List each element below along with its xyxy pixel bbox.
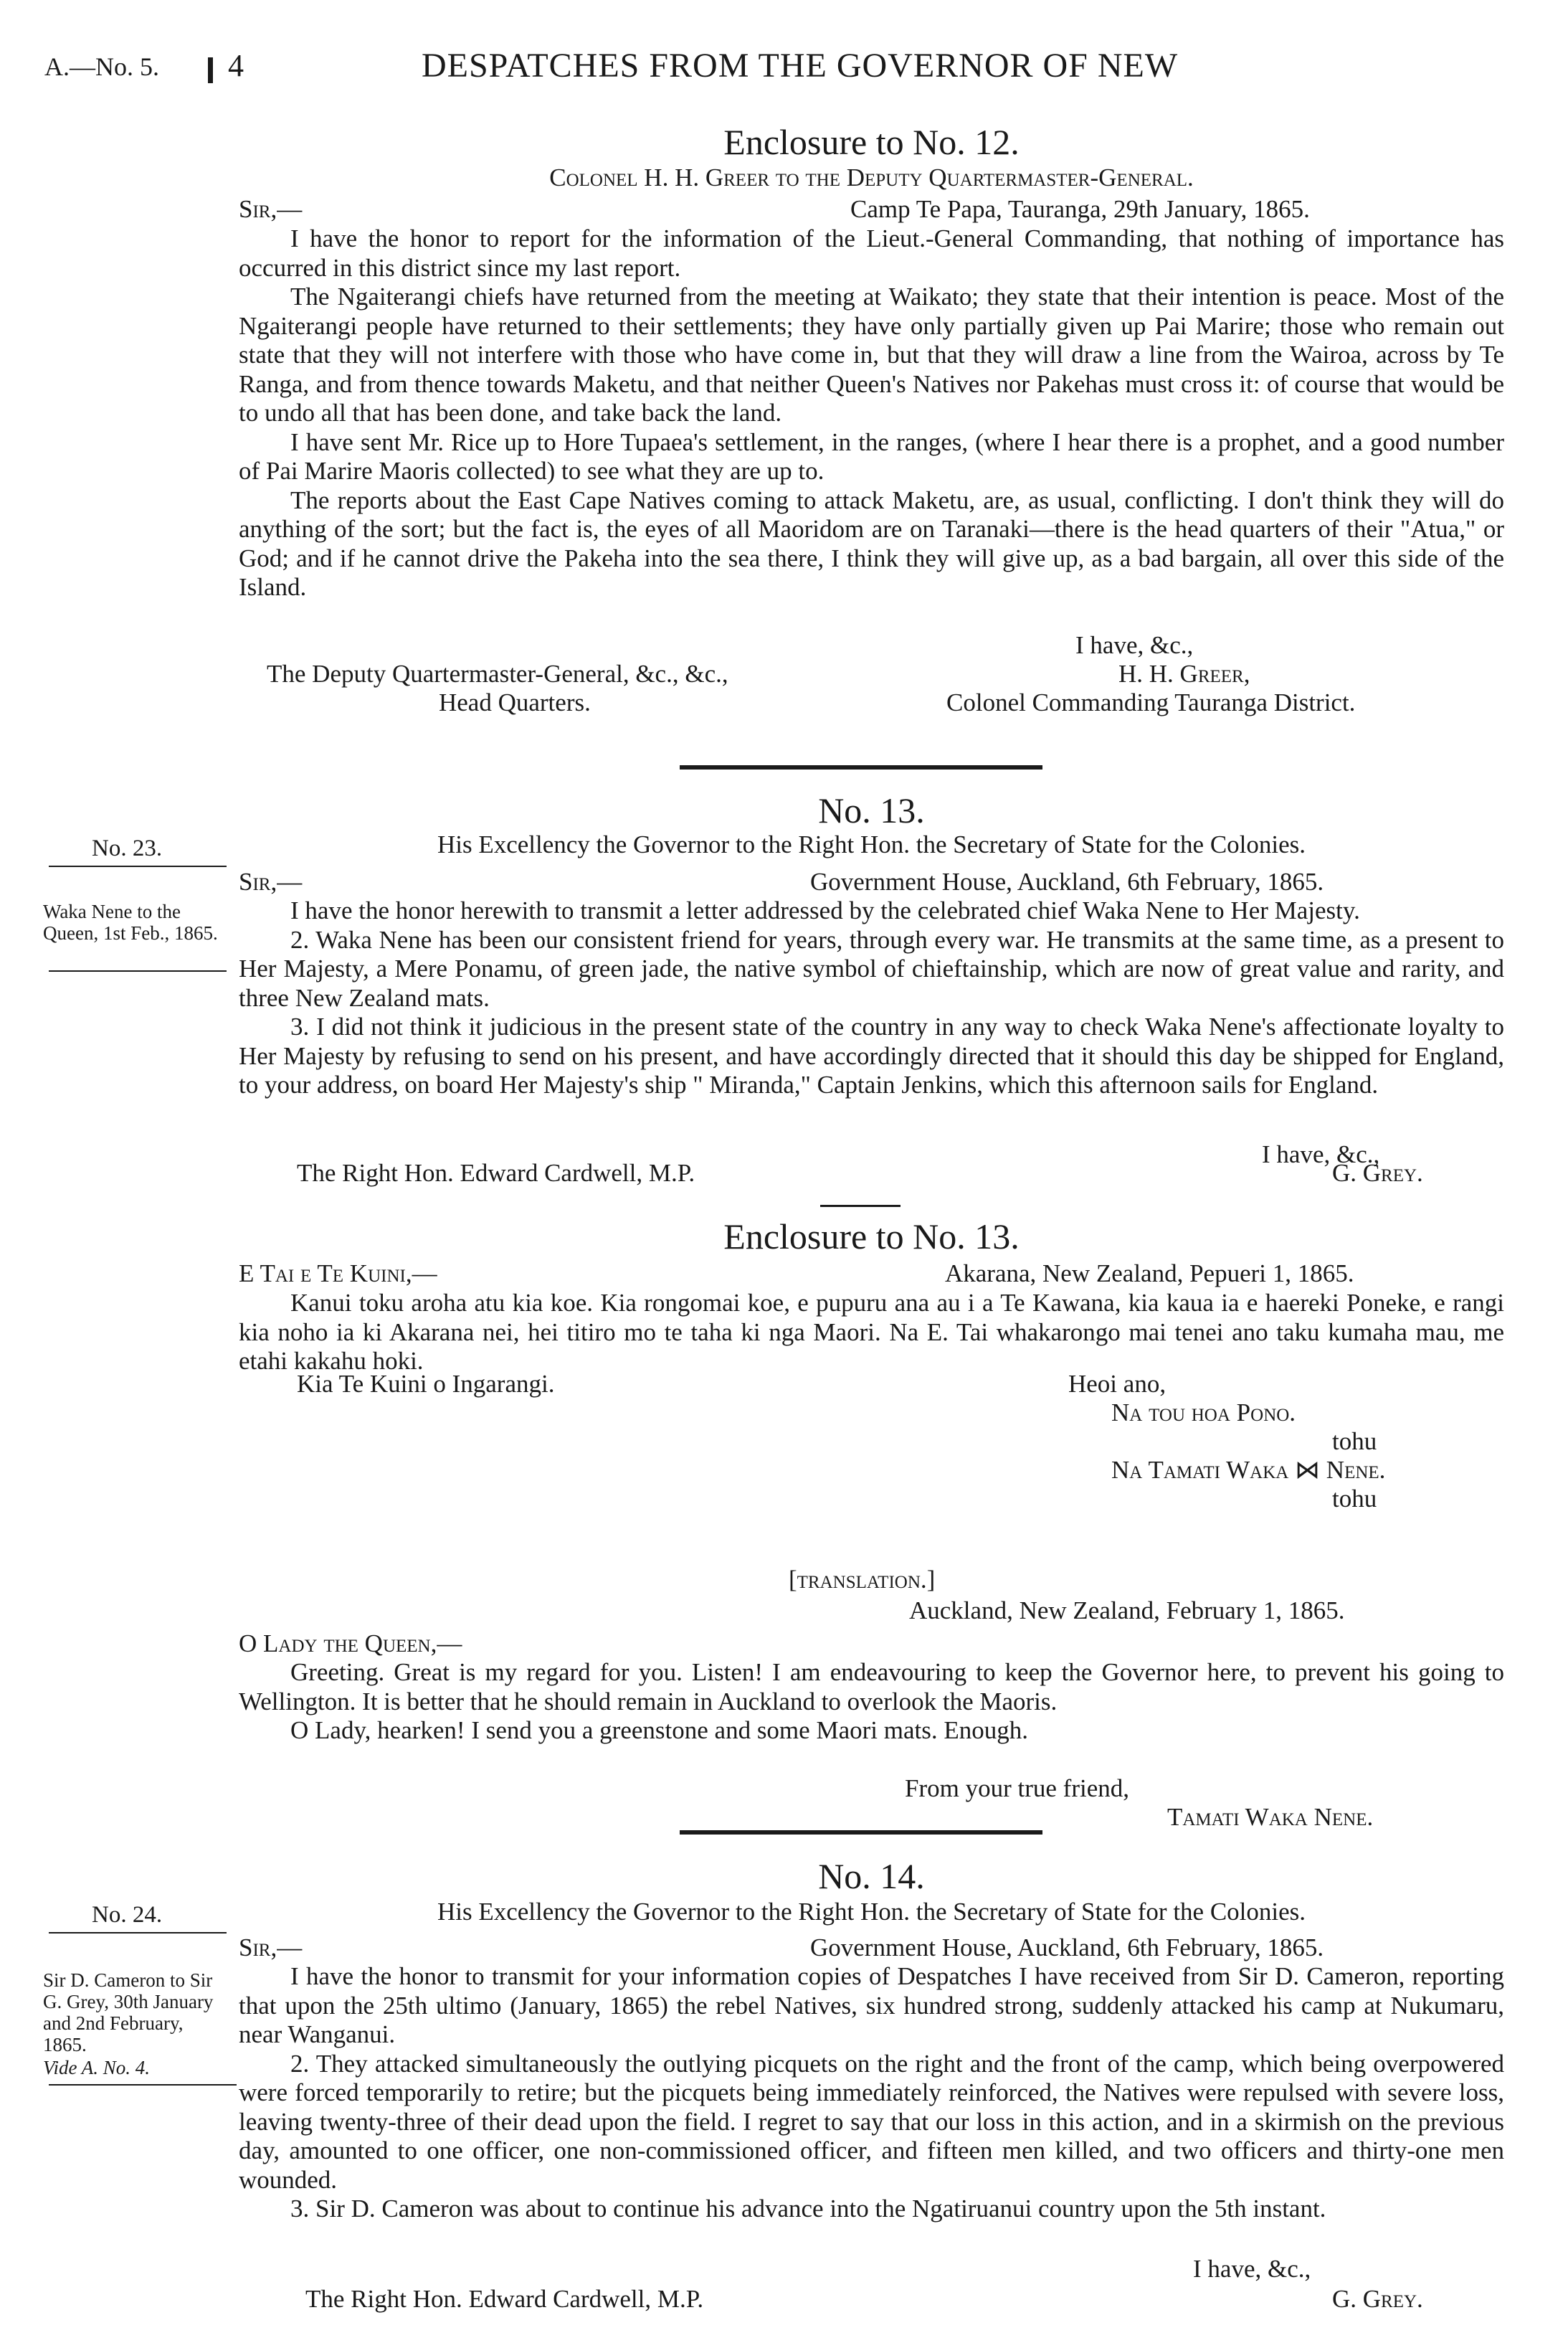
no13-dateline: Government House, Auckland, 6th February, 1865. [810, 868, 1324, 896]
no13-paragraph: 3. I did not think it judicious in the present state of the country in any way to check Waka Nene's affectionate loyalty to Her Majesty by refusing to send on his present, and have accordingly directed that it should this day be shipped for England, to your address, on board Her Majesty's ship " Miranda," Captain Jenkins, which this afternoon sails for England. [239, 1013, 1504, 1099]
page-ref-separator [208, 57, 213, 83]
no14-addressee: The Right Hon. Edward Cardwell, M.P. [305, 2285, 704, 2313]
vide-reference: Vide A. No. 4. [43, 2057, 150, 2078]
enc13-tohu-2: tohu [1332, 1485, 1377, 1513]
translation-closing: From your true friend, [905, 1774, 1129, 1802]
section-divider [680, 1830, 1042, 1835]
no13-margin-number: No. 23. [92, 836, 163, 861]
margin-rule [49, 2084, 237, 2086]
section-divider-short [820, 1205, 901, 1207]
enc13-dateline: Akarana, New Zealand, Pepueri 1, 1865. [945, 1259, 1354, 1287]
running-title: DESPATCHES FROM THE GOVERNOR OF NEW [422, 47, 1179, 85]
margin-rule [49, 866, 227, 867]
enc13-address-line: Kia Te Kuini o Ingarangi. [297, 1370, 555, 1398]
no13-from-line [239, 830, 1504, 860]
translation-paragraph: Greeting. Great is my regard for you. Listen! I am endeavouring to keep the Governor here, to prevent his going to Wellington. It is better that he should remain in Auckland to overlook the Maoris. [239, 1658, 1504, 1715]
enc13-body [239, 1289, 1504, 1376]
no14-closing: I have, &c., [1193, 2255, 1311, 2283]
margin-rule [49, 970, 227, 972]
page-ref: A.—No. 5. [44, 52, 159, 81]
translation-body [239, 1658, 1504, 1746]
no14-margin-note-2 [43, 2057, 229, 2078]
enc12-dateline: Camp Te Papa, Tauranga, 29th January, 1865. [850, 195, 1310, 223]
no14-dateline: Government House, Auckland, 6th February, 1865. [810, 1933, 1324, 1961]
no13-closing: I have, &c., [1262, 1140, 1380, 1168]
no14-paragraph: 2. They attacked simultaneously the outlying picquets on the right and the front of the camp, which being overpowered were forced temporarily to retire; but the picquets being immediately reinforced, the Natives were repulsed with severe loss, leaving twenty-three of their dead upon the field. I regret to say that our loss in this action, and in a skirmish on the previous day, amounted to one officer, one non-commissioned officer, and fifteen men killed, and two officers and thirty-one men wounded. [239, 2049, 1504, 2194]
translation-signature: Tamati Waka Nene. [1167, 1803, 1374, 1831]
enc12-salutation: Sir,— [239, 195, 303, 223]
translation-paragraph: O Lady, hearken! I send you a greenstone and some Maori mats. Enough. [290, 1716, 1028, 1744]
enc13-closing: Heoi ano, [1068, 1370, 1167, 1398]
no13-paragraph: I have the honor herewith to transmit a letter addressed by the celebrated chief Waka Nene to Her Majesty. [290, 896, 1360, 924]
translation-salutation: O Lady the Queen,— [239, 1629, 462, 1657]
no14-salutation: Sir,— [239, 1933, 303, 1961]
enc13-paragraph: Kanui toku aroha atu kia koe. Kia rongomai koe, e pupuru ana au i a Te Kawana, kia kaua ia e haereki Poneke, e rangi kia noho ia ki Akarana nei, hei titiro mo te taha ki nga Maori. Na E. Tai whakarongo mai tenei ano taku kumaha mau, me etahi kakahu hoki. [239, 1289, 1504, 1375]
translation-label: [translation.] [789, 1566, 936, 1594]
enc12-from-line: Colonel H. H. Greer to the Deputy Quartermaster-General. [549, 164, 1194, 191]
no14-from-line [239, 1898, 1504, 1927]
no13-addressee: The Right Hon. Edward Cardwell, M.P. [297, 1159, 695, 1187]
no14-margin-note-1: Sir D. Cameron to Sir G. Grey, 30th January and 2nd February, 1865. [43, 1969, 214, 2055]
enc12-paragraph: The reports about the East Cape Natives coming to attack Maketu, are, as usual, conflicting. I don't think they will do anything of the sort; but the fact is, the eyes of all Maoridom are on Taranaki—there is the head quarters of their "Atua," or God; and if he cannot drive the Pakeha into the sea there, I think they will give up, as a bad bargain, all over this side of the Island. [239, 486, 1504, 601]
enc12-addressee-2: Head Quarters. [439, 688, 591, 716]
enc12-closing: I have, &c., [1075, 631, 1194, 659]
enc12-paragraph: I have the honor to report for the information of the Lieut.-General Commanding, that nothing of importance has occurred in this district since my last report. [239, 224, 1504, 282]
no14-heading: No. 14. [818, 1856, 925, 1896]
enc12-signature-title: Colonel Commanding Tauranga District. [946, 688, 1356, 716]
no14-signature: G. Grey. [1332, 2285, 1423, 2313]
enc13-salutation: E Tai e Te Kuini,— [239, 1259, 437, 1287]
enc12-addressee-1: The Deputy Quartermaster-General, &c., &c., [267, 660, 728, 688]
no14-paragraph: I have the honor to transmit for your information copies of Despatches I have received from Sir D. Cameron, reporting that upon the 25th ultimo (January, 1865) the rebel Natives, six hundred strong, suddenly attacked his camp at Nukumaru, near Wanganui. [239, 1962, 1504, 2048]
margin-rule [49, 1932, 227, 1933]
enc12-body [239, 224, 1504, 602]
no14-from-line-text: His Excellency the Governor to the Right Hon. the Secretary of State for the Colonies. [437, 1898, 1306, 1926]
enc12-paragraph: I have sent Mr. Rice up to Hore Tupaea's settlement, in the ranges, (where I hear there is a prophet, and a good number of Pai Marire Maoris collected) to see what they are up to. [239, 427, 1504, 485]
no14-paragraph: 3. Sir D. Cameron was about to continue his advance into the Ngatiruanui country upon the 5th instant. [290, 2195, 1326, 2223]
no14-body [239, 1962, 1504, 2224]
no13-signature: G. Grey. [1332, 1159, 1423, 1187]
enc13-sig-2: Na Tamati Waka ⋈ Nene. [1111, 1456, 1386, 1484]
enc13-sig-1: Na tou hoa Pono. [1111, 1398, 1296, 1426]
no13-heading: No. 13. [818, 790, 925, 830]
section-divider [680, 765, 1042, 770]
enc13-heading: Enclosure to No. 13. [723, 1216, 1020, 1256]
page-number: 4 [228, 48, 244, 83]
translation-dateline: Auckland, New Zealand, February 1, 1865. [909, 1596, 1345, 1624]
no13-margin-note: Waka Nene to the Queen, 1st Feb., 1865. [43, 901, 218, 944]
enc12-paragraph: The Ngaiterangi chiefs have returned from the meeting at Waikato; they state that their intention is peace. Most of the Ngaiterangi people have returned to their settlements; they have only partially given up Pai Marire; those who remain out state that they will not interfere with those who have come in, but that they will draw a line from the Wairoa, across by Te Ranga, and from thence towards Maketu, and that neither Queen's Natives nor Pakehas must cross it: of course that would be to undo all that has been done, and take back the land. [239, 283, 1504, 427]
enc12-heading: Enclosure to No. 12. [723, 122, 1020, 162]
no13-body [239, 896, 1504, 1100]
enc12-signature: H. H. Greer, [1118, 660, 1250, 688]
no13-paragraph: 2. Waka Nene has been our consistent friend for years, through every war. He transmits at the same time, as a present to Her Majesty, a Mere Ponamu, of green jade, the native symbol of chieftainship, which are now of great value and rarity, and three New Zealand mats. [239, 925, 1504, 1012]
no14-margin-number: No. 24. [92, 1902, 163, 1928]
enc13-tohu-1: tohu [1332, 1427, 1377, 1455]
no13-from-line-text: His Excellency the Governor to the Right Hon. the Secretary of State for the Colonies. [437, 830, 1306, 858]
no13-salutation: Sir,— [239, 868, 303, 896]
